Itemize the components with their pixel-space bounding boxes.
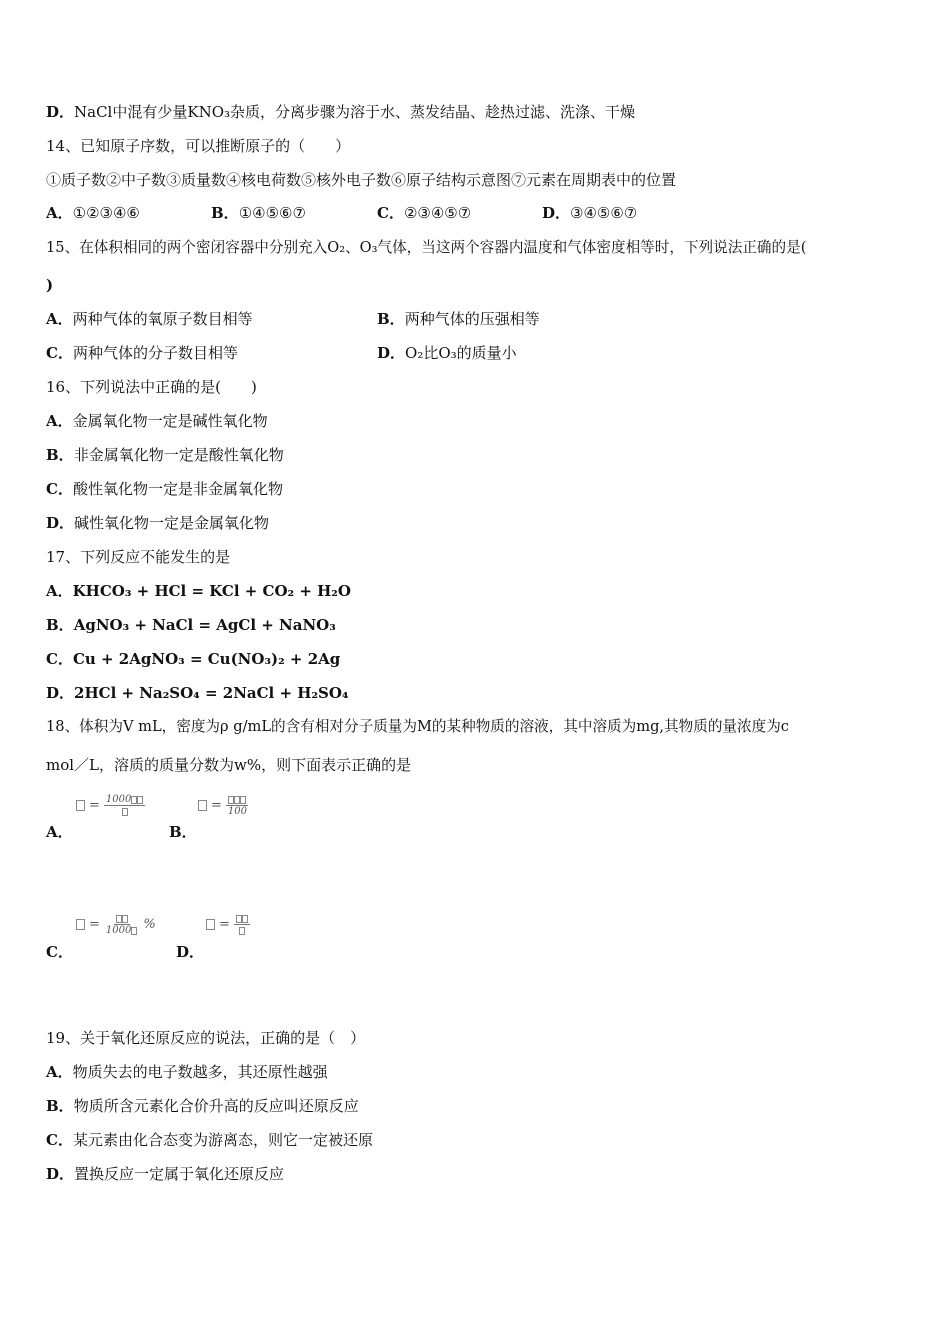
q18-option-d-formula: = bbox=[206, 913, 250, 936]
q14-stem: 14、已知原子序数，可以推断原子的（ ） bbox=[46, 137, 351, 155]
q18-option-b-label: B． bbox=[169, 823, 197, 841]
q17-option-c: C．Cu + 2AgNO₃ = Cu(NO₃)₂ + 2Ag bbox=[46, 650, 341, 668]
q14-option-b: B．①④⑤⑥⑦ bbox=[211, 204, 306, 222]
q18-stem-line2: mol／L，溶质的质量分数为w%，则下面表示正确的是 bbox=[46, 756, 412, 774]
q17-option-d: D．2HCl + Na₂SO₄ = 2NaCl + H₂SO₄ bbox=[46, 684, 349, 702]
q19-option-a: A．物质失去的电子数越多，其还原性越强 bbox=[46, 1063, 328, 1081]
q14-option-a: A．①②③④⑥ bbox=[46, 204, 140, 222]
q19-option-d: D．置换反应一定属于氧化还原反应 bbox=[46, 1165, 285, 1183]
q19-stem: 19、关于氧化还原反应的说法，正确的是（ ） bbox=[46, 1029, 366, 1047]
q15-option-d: D．O₂比O₃的质量小 bbox=[377, 344, 517, 362]
q13-option-d: D．NaCl中混有少量KNO₃杂质，分离步骤为溶于水、蒸发结晶、趁热过滤、洗涤、干燥 bbox=[46, 103, 636, 121]
q15-option-a: A．两种气体的氧原子数目相等 bbox=[46, 310, 253, 328]
q18-stem-line1: 18、体积为V mL，密度为ρ g/mL的含有相对分子质量为M的某种物质的溶液，其中溶质为mg,其物质的量浓度为c bbox=[46, 718, 789, 735]
q14-option-d: D．③④⑤⑥⑦ bbox=[542, 204, 638, 222]
q18-option-a-label: A． bbox=[46, 823, 73, 841]
q16-option-b: B．非金属氧化物一定是酸性氧化物 bbox=[46, 446, 284, 464]
q18-option-c-label: C． bbox=[46, 943, 73, 961]
q18-option-a-formula: = 1000 bbox=[76, 794, 145, 817]
q17-option-a: A．KHCO₃ + HCl = KCl + CO₂ + H₂O bbox=[46, 582, 351, 600]
q15-stem-line2: ) bbox=[46, 276, 54, 294]
q18-option-b-formula: = 100 bbox=[198, 794, 249, 817]
q17-stem: 17、下列反应不能发生的是 bbox=[46, 548, 231, 566]
q16-option-c: C．酸性氧化物一定是非金属氧化物 bbox=[46, 480, 283, 498]
q19-option-b: B．物质所含元素化合价升高的反应叫还原反应 bbox=[46, 1097, 359, 1115]
q14-items: ①质子数②中子数③质量数④核电荷数⑤核外电子数⑥原子结构示意图⑦元素在周期表中的位置 bbox=[46, 171, 677, 189]
q18-option-d-label: D． bbox=[176, 943, 205, 961]
q15-option-c: C．两种气体的分子数目相等 bbox=[46, 344, 238, 362]
q15-stem-line1: 15、在体积相同的两个密闭容器中分别充入O₂、O₃气体，当这两个容器内温度和气体密度相等时，下列说法正确的是( bbox=[46, 239, 807, 256]
q16-option-a: A．金属氧化物一定是碱性氧化物 bbox=[46, 412, 268, 430]
q19-option-c: C．某元素由化合态变为游离态，则它一定被还原 bbox=[46, 1131, 373, 1149]
q18-option-c-formula: = 1000 % bbox=[76, 913, 156, 936]
q16-stem: 16、下列说法中正确的是( ) bbox=[46, 378, 257, 396]
q16-option-d: D．碱性氧化物一定是金属氧化物 bbox=[46, 514, 270, 532]
q17-option-b: B．AgNO₃ + NaCl = AgCl + NaNO₃ bbox=[46, 616, 336, 634]
q14-option-c: C．②③④⑤⑦ bbox=[377, 204, 472, 222]
q15-option-b: B．两种气体的压强相等 bbox=[377, 310, 540, 328]
